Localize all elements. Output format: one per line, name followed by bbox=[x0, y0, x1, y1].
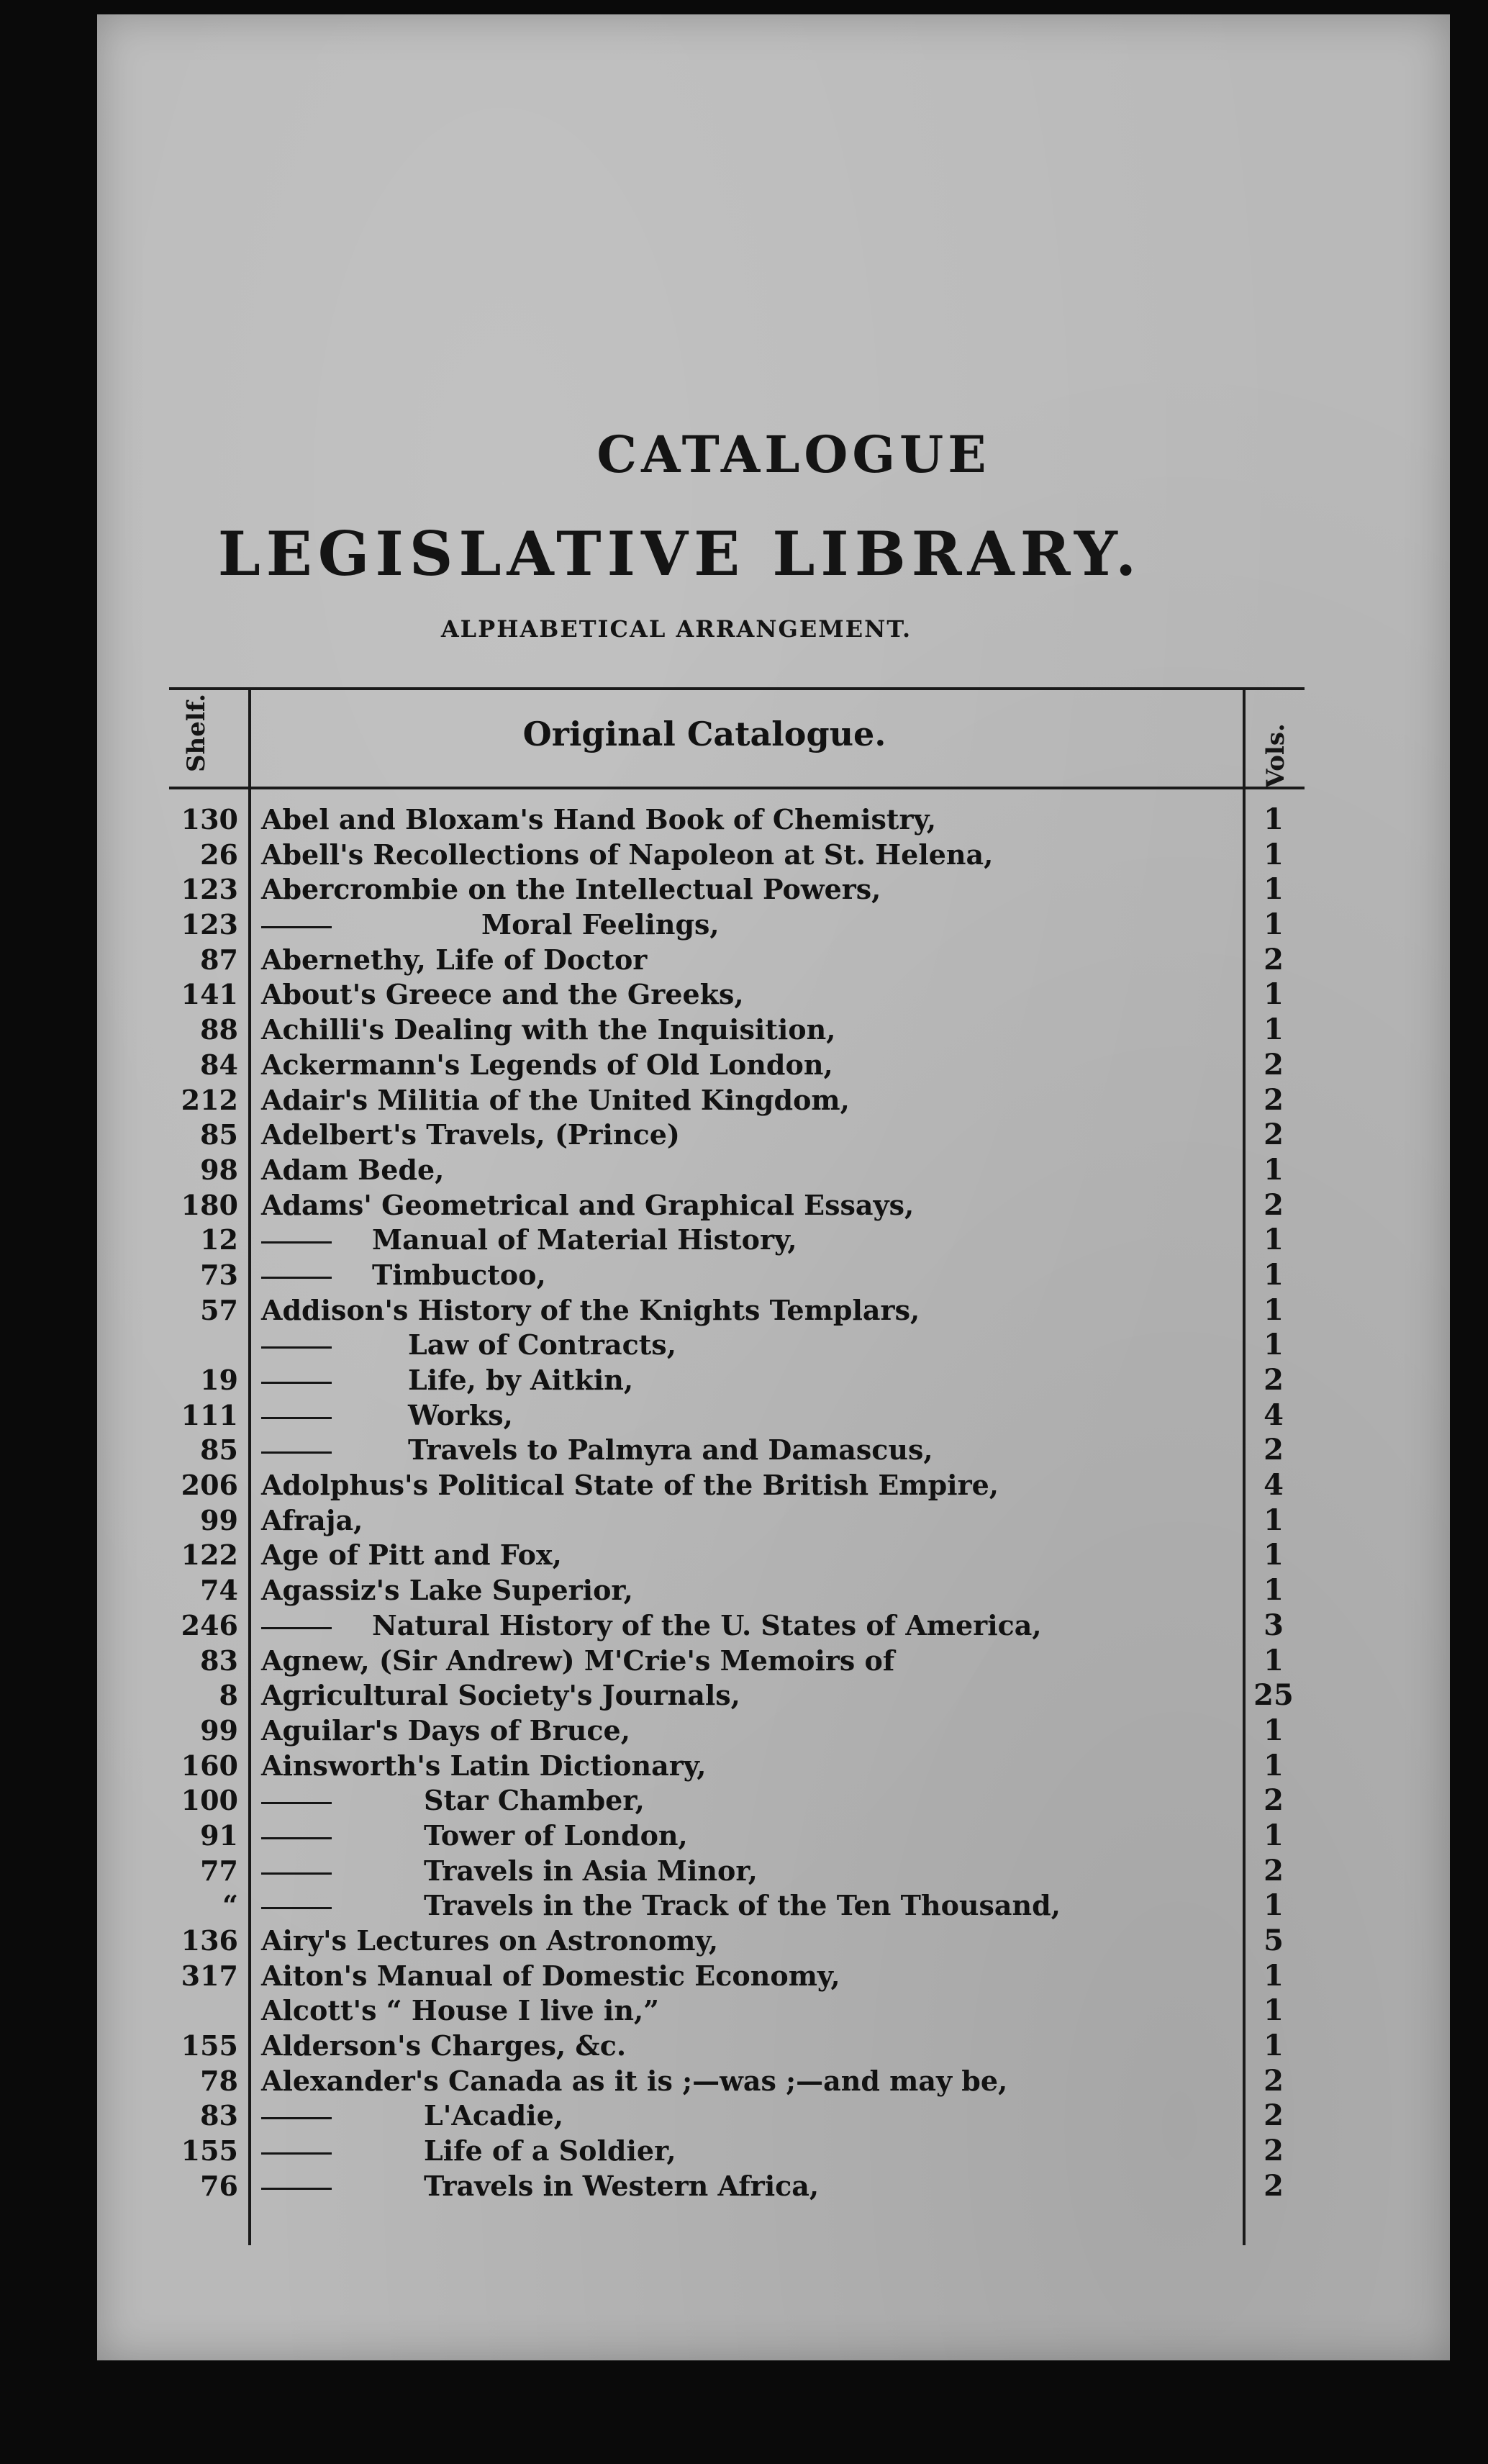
table-row bbox=[169, 1783, 1305, 1818]
entry-title: Afraja, bbox=[261, 1503, 363, 1536]
volume-count: 25 bbox=[1253, 1678, 1294, 1713]
table-row bbox=[169, 1503, 1305, 1539]
entry-title: Travels in Asia Minor, bbox=[424, 1854, 758, 1887]
entry-title: Abell's Recollections of Napoleon at St. Helena, bbox=[261, 838, 994, 871]
ditto-dash bbox=[261, 2117, 332, 2119]
shelf-column-header: Shelf. bbox=[182, 693, 211, 772]
shelf-number: 85 bbox=[200, 1118, 238, 1151]
entry-title: Abercrombie on the Intellectual Powers, bbox=[261, 873, 881, 906]
ditto-dash bbox=[261, 1627, 332, 1629]
catalogue-entry bbox=[261, 1398, 1233, 1433]
volume-count: 2 bbox=[1264, 2134, 1284, 2168]
entry-title: Agassiz's Lake Superior, bbox=[261, 1574, 633, 1607]
volume-count: 3 bbox=[1264, 1608, 1284, 1642]
volume-count: 1 bbox=[1264, 907, 1284, 942]
volume-count: 1 bbox=[1264, 1643, 1284, 1677]
entry-title: Adair's Militia of the United Kingdom, bbox=[261, 1083, 850, 1116]
shelf-number: 74 bbox=[200, 1574, 238, 1607]
entry-title: L'Acadie, bbox=[424, 2099, 564, 2132]
table-row bbox=[169, 1678, 1305, 1713]
entry-title: Ackermann's Legends of Old London, bbox=[261, 1048, 833, 1081]
catalogue-entry bbox=[261, 977, 1233, 1012]
catalogue-entry bbox=[261, 1538, 1233, 1572]
entry-title: Life, by Aitkin, bbox=[408, 1364, 634, 1396]
volume-count: 1 bbox=[1264, 1257, 1284, 1292]
table-row bbox=[169, 1854, 1305, 1889]
catalogue-entry bbox=[261, 1468, 1233, 1503]
ditto-dash bbox=[261, 1802, 332, 1804]
entry-title: Airy's Lectures on Astronomy, bbox=[261, 1924, 719, 1957]
table-row bbox=[169, 1293, 1305, 1328]
catalogue-entry bbox=[261, 1993, 1233, 2028]
catalogue-entry bbox=[261, 1048, 1233, 1082]
volume-count: 2 bbox=[1264, 1187, 1284, 1222]
shelf-number: 155 bbox=[181, 2134, 238, 2168]
volume-count: 2 bbox=[1264, 1047, 1284, 1082]
table-row bbox=[169, 838, 1305, 873]
entry-title: About's Greece and the Greeks, bbox=[261, 978, 744, 1011]
catalogue-entry bbox=[261, 1223, 1233, 1257]
entry-title: Aguilar's Days of Bruce, bbox=[261, 1713, 630, 1747]
shelf-number: 98 bbox=[200, 1153, 238, 1186]
volume-count: 1 bbox=[1264, 1328, 1284, 1362]
table-row bbox=[169, 1363, 1305, 1398]
arrangement-label: ALPHABETICAL ARRANGEMENT. bbox=[440, 615, 912, 643]
entry-title: Star Chamber, bbox=[424, 1784, 645, 1817]
entry-title: Adams' Geometrical and Graphical Essays, bbox=[261, 1188, 915, 1221]
table-row bbox=[169, 2029, 1305, 2064]
volume-count: 1 bbox=[1264, 872, 1284, 907]
catalogue-entry bbox=[261, 1328, 1233, 1362]
table-row bbox=[169, 2169, 1305, 2204]
table-row bbox=[169, 1888, 1305, 1924]
shelf-number: 19 bbox=[200, 1364, 238, 1396]
table-row bbox=[169, 2098, 1305, 2134]
table-body bbox=[169, 802, 1305, 2204]
shelf-number: 83 bbox=[200, 2099, 238, 2132]
catalogue-entry bbox=[261, 1854, 1233, 1888]
ditto-dash bbox=[261, 1417, 332, 1419]
volume-count: 1 bbox=[1264, 1503, 1284, 1537]
volume-count: 2 bbox=[1264, 2168, 1284, 2203]
catalogue-entry bbox=[261, 1678, 1233, 1713]
entry-title: Age of Pitt and Fox, bbox=[261, 1539, 562, 1572]
shelf-number: 77 bbox=[200, 1854, 238, 1887]
entry-title: Works, bbox=[408, 1398, 513, 1431]
volume-count: 2 bbox=[1264, 1783, 1284, 1818]
entry-title: Adolphus's Political State of the British Empire, bbox=[261, 1469, 999, 1502]
shelf-number: 180 bbox=[181, 1188, 238, 1221]
shelf-number: 99 bbox=[200, 1503, 238, 1536]
table-row bbox=[169, 1749, 1305, 1784]
volume-count: 2 bbox=[1264, 1118, 1284, 1152]
catalogue-entry bbox=[261, 1644, 1233, 1678]
volume-count: 1 bbox=[1264, 1748, 1284, 1783]
catalogue-entry bbox=[261, 1083, 1233, 1118]
table-row bbox=[169, 1573, 1305, 1608]
catalogue-entry bbox=[261, 802, 1233, 837]
ditto-dash bbox=[261, 926, 332, 928]
volume-count: 4 bbox=[1264, 1468, 1284, 1503]
volume-count: 1 bbox=[1264, 1223, 1284, 1257]
catalogue-entry bbox=[261, 1818, 1233, 1853]
table-row bbox=[169, 1398, 1305, 1433]
shelf-number: 136 bbox=[181, 1924, 238, 1957]
shelf-number: 88 bbox=[200, 1013, 238, 1046]
catalogue-entry bbox=[261, 1749, 1233, 1783]
shelf-number: 160 bbox=[181, 1749, 238, 1782]
table-row bbox=[169, 907, 1305, 943]
table-row bbox=[169, 802, 1305, 838]
volume-count: 1 bbox=[1264, 837, 1284, 871]
catalogue-entry bbox=[261, 1433, 1233, 1467]
entry-title: Alcott's “ House I live in,” bbox=[261, 1994, 660, 2027]
catalogue-column-header: Original Catalogue. bbox=[522, 715, 886, 753]
catalogue-entry bbox=[261, 1118, 1233, 1152]
catalogue-entry bbox=[261, 2134, 1233, 2168]
shelf-number: 317 bbox=[181, 1959, 238, 1992]
volume-count: 1 bbox=[1264, 1993, 1284, 2028]
shelf-number: 141 bbox=[181, 978, 238, 1011]
volume-count: 1 bbox=[1264, 1538, 1284, 1572]
volume-count: 2 bbox=[1264, 942, 1284, 977]
table-row bbox=[169, 977, 1305, 1013]
catalogue-entry bbox=[261, 1153, 1233, 1187]
catalogue-entry bbox=[261, 1188, 1233, 1223]
entry-title: Agnew, (Sir Andrew) M'Crie's Memoirs of bbox=[261, 1644, 895, 1677]
catalogue-entry bbox=[261, 943, 1233, 977]
catalogue-entry bbox=[261, 1924, 1233, 1958]
catalogue-entry bbox=[261, 1258, 1233, 1292]
entry-title: Adam Bede, bbox=[261, 1153, 445, 1186]
volume-count: 2 bbox=[1264, 1853, 1284, 1888]
table-row bbox=[169, 1048, 1305, 1083]
volume-count: 1 bbox=[1264, 2029, 1284, 2063]
catalogue-entry bbox=[261, 1608, 1233, 1643]
volume-count: 1 bbox=[1264, 977, 1284, 1012]
table-row bbox=[169, 1083, 1305, 1118]
table-row bbox=[169, 1924, 1305, 1959]
table-row bbox=[169, 1013, 1305, 1048]
page-subtitle: LEGISLATIVE LIBRARY. bbox=[217, 518, 1143, 589]
table-row bbox=[169, 1993, 1305, 2029]
catalogue-entry bbox=[261, 838, 1233, 872]
table-row bbox=[169, 1188, 1305, 1223]
table-row bbox=[169, 1468, 1305, 1503]
table-row bbox=[169, 2064, 1305, 2099]
table-row bbox=[169, 1538, 1305, 1573]
page-title: CATALOGUE bbox=[596, 425, 991, 484]
table-row bbox=[169, 1713, 1305, 1749]
shelf-number: “ bbox=[222, 1889, 238, 1922]
shelf-number: 26 bbox=[200, 838, 238, 871]
table-row bbox=[169, 1258, 1305, 1293]
volume-count: 1 bbox=[1264, 1958, 1284, 1993]
volume-count: 2 bbox=[1264, 2098, 1284, 2133]
catalogue-entry bbox=[261, 872, 1233, 907]
catalogue-table bbox=[169, 687, 1305, 2245]
entry-title: Abel and Bloxam's Hand Book of Chemistry, bbox=[261, 803, 937, 835]
volume-count: 2 bbox=[1264, 1363, 1284, 1397]
shelf-number: 100 bbox=[181, 1784, 238, 1817]
catalogue-entry bbox=[261, 2098, 1233, 2133]
volume-count: 2 bbox=[1264, 1082, 1284, 1117]
ditto-dash bbox=[261, 2152, 332, 2155]
volume-count: 2 bbox=[1264, 2063, 1284, 2098]
catalogue-entry bbox=[261, 1783, 1233, 1818]
volume-count: 1 bbox=[1264, 802, 1284, 836]
entry-title: Travels to Palmyra and Damascus, bbox=[408, 1433, 933, 1467]
entry-title: Travels in Western Africa, bbox=[424, 2169, 820, 2202]
entry-title: Law of Contracts, bbox=[408, 1328, 676, 1362]
volume-count: 1 bbox=[1264, 1888, 1284, 1923]
shelf-number: 83 bbox=[200, 1644, 238, 1677]
table-row bbox=[169, 1644, 1305, 1679]
shelf-number: 8 bbox=[219, 1679, 238, 1712]
table-row bbox=[169, 872, 1305, 907]
table-row bbox=[169, 1328, 1305, 1363]
shelf-number: 212 bbox=[181, 1083, 238, 1116]
shelf-number: 78 bbox=[200, 2064, 238, 2097]
catalogue-entry bbox=[261, 1888, 1233, 1923]
shelf-number: 84 bbox=[200, 1048, 238, 1081]
entry-title: Addison's History of the Knights Templars, bbox=[261, 1293, 920, 1326]
shelf-number: 246 bbox=[181, 1608, 238, 1641]
catalogue-entry bbox=[261, 2064, 1233, 2098]
entry-title: Aiton's Manual of Domestic Economy, bbox=[261, 1959, 840, 1992]
table-row bbox=[169, 1818, 1305, 1854]
entry-title: Manual of Material History, bbox=[372, 1223, 797, 1256]
shelf-number: 206 bbox=[181, 1469, 238, 1502]
shelf-number: 122 bbox=[181, 1539, 238, 1572]
shelf-number: 85 bbox=[200, 1433, 238, 1467]
ditto-dash bbox=[261, 1241, 332, 1244]
catalogue-entry bbox=[261, 2029, 1233, 2063]
ditto-dash bbox=[261, 1837, 332, 1839]
catalogue-entry bbox=[261, 1363, 1233, 1398]
table-row bbox=[169, 1153, 1305, 1188]
shelf-number: 99 bbox=[200, 1713, 238, 1747]
entry-title: Abernethy, Life of Doctor bbox=[261, 943, 648, 976]
volume-count: 1 bbox=[1264, 1292, 1284, 1327]
ditto-dash bbox=[261, 1872, 332, 1875]
catalogue-entry bbox=[261, 907, 1233, 942]
volume-count: 1 bbox=[1264, 1713, 1284, 1747]
catalogue-entry bbox=[261, 1503, 1233, 1538]
catalogue-entry bbox=[261, 1293, 1233, 1328]
ditto-dash bbox=[261, 2188, 332, 2190]
entry-title: Adelbert's Travels, (Prince) bbox=[261, 1118, 680, 1151]
entry-title: Tower of London, bbox=[424, 1818, 688, 1852]
table-row bbox=[169, 1223, 1305, 1258]
ditto-dash bbox=[261, 1451, 332, 1454]
entry-title: Natural History of the U. States of America, bbox=[372, 1608, 1042, 1641]
table-row bbox=[169, 1118, 1305, 1153]
shelf-number: 76 bbox=[200, 2169, 238, 2202]
volume-count: 1 bbox=[1264, 1573, 1284, 1608]
entry-title: Agricultural Society's Journals, bbox=[261, 1679, 740, 1712]
ditto-dash bbox=[261, 1382, 332, 1384]
catalogue-entry bbox=[261, 1573, 1233, 1608]
shelf-number: 87 bbox=[200, 943, 238, 976]
table-row bbox=[169, 943, 1305, 978]
table-header-rule bbox=[169, 787, 1305, 789]
shelf-number: 123 bbox=[181, 873, 238, 906]
catalogue-entry bbox=[261, 1713, 1233, 1748]
table-row bbox=[169, 1608, 1305, 1644]
entry-title: Travels in the Track of the Ten Thousand, bbox=[424, 1889, 1061, 1922]
shelf-number: 91 bbox=[200, 1818, 238, 1852]
shelf-number: 123 bbox=[181, 908, 238, 941]
entry-title: Moral Feelings, bbox=[481, 908, 720, 941]
ditto-dash bbox=[261, 1907, 332, 1909]
table-row bbox=[169, 1959, 1305, 1994]
table-row bbox=[169, 2134, 1305, 2169]
vols-column-header: Vols. bbox=[1261, 723, 1290, 788]
shelf-number: 111 bbox=[181, 1398, 238, 1431]
entry-title: Ainsworth's Latin Dictionary, bbox=[261, 1749, 707, 1782]
shelf-number: 155 bbox=[181, 2029, 238, 2062]
entry-title: Life of a Soldier, bbox=[424, 2134, 676, 2168]
shelf-number: 57 bbox=[200, 1293, 238, 1326]
table-row bbox=[169, 1433, 1305, 1468]
catalogue-page bbox=[97, 14, 1450, 2360]
entry-title: Timbuctoo, bbox=[372, 1258, 546, 1291]
volume-count: 1 bbox=[1264, 1152, 1284, 1187]
entry-title: Achilli's Dealing with the Inquisition, bbox=[261, 1013, 836, 1046]
catalogue-entry bbox=[261, 1959, 1233, 1993]
shelf-number: 73 bbox=[200, 1258, 238, 1291]
ditto-dash bbox=[261, 1346, 332, 1349]
entry-title: Alderson's Charges, &c. bbox=[261, 2029, 627, 2062]
shelf-number: 12 bbox=[200, 1223, 238, 1256]
volume-count: 4 bbox=[1264, 1398, 1284, 1432]
catalogue-entry bbox=[261, 1013, 1233, 1047]
entry-title: Alexander's Canada as it is ;—was ;—and may be, bbox=[261, 2064, 1008, 2097]
volume-count: 5 bbox=[1264, 1924, 1284, 1957]
table-top-rule bbox=[169, 687, 1305, 690]
volume-count: 2 bbox=[1264, 1433, 1284, 1467]
ditto-dash bbox=[261, 1277, 332, 1279]
volume-count: 1 bbox=[1264, 1013, 1284, 1047]
shelf-number: 130 bbox=[181, 803, 238, 835]
volume-count: 1 bbox=[1264, 1818, 1284, 1852]
catalogue-entry bbox=[261, 2169, 1233, 2203]
